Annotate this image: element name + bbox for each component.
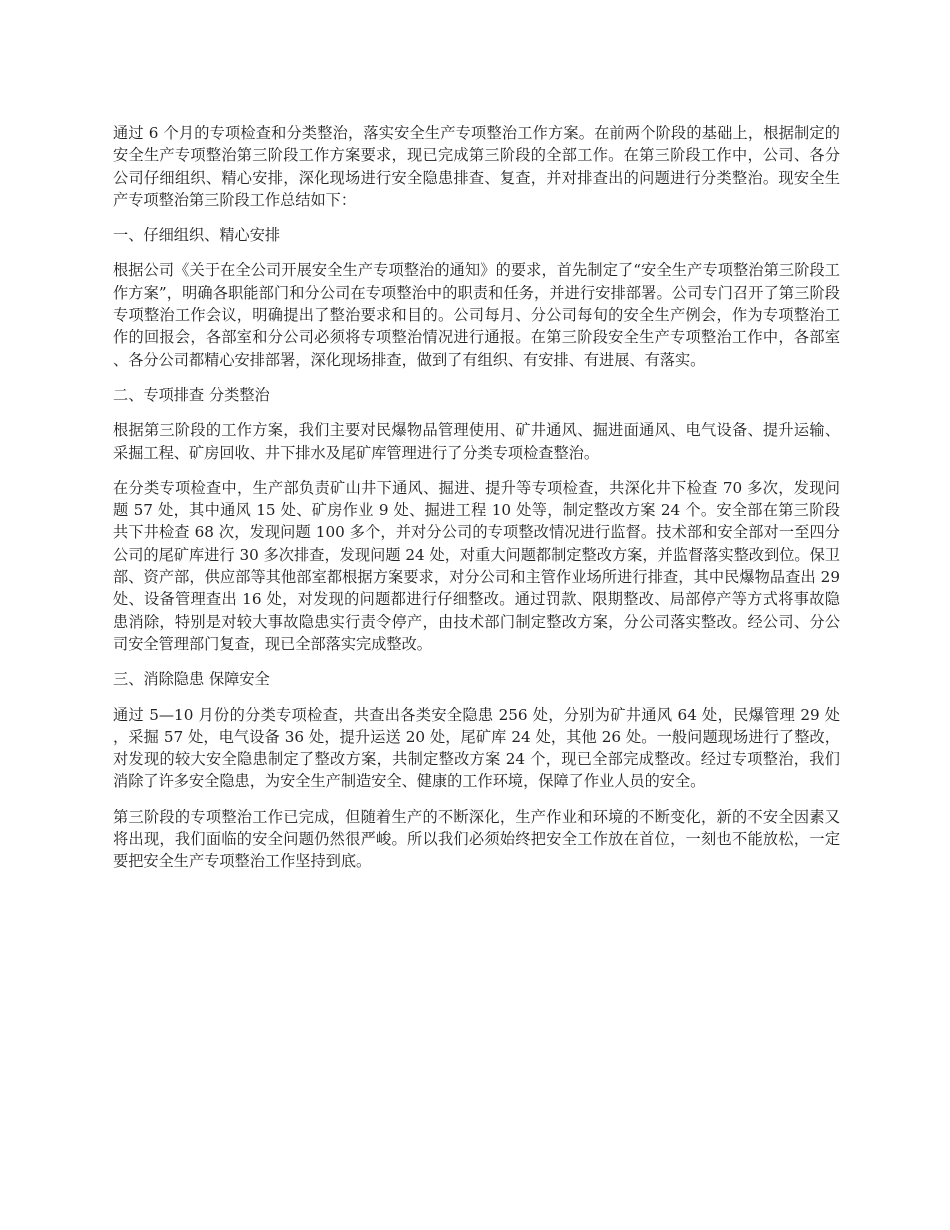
section-3-paragraph: 通过 5—10 月份的分类专项检查，共查出各类安全隐患 256 处，分别为矿井通风 64 处，民爆管理 29 处，采掘 57 处，电气设备 36 处，提升运送 20 处，尾矿库 24 处，其他 26 处。一般问题现场进行了整改，对发现的较大安全隐患制定了整改方案，共制定整改方案 24 个，现已全部完成整改。经过专项整治，我们消除了许多安全隐患，为安全生产制造安全、健康的工作环境，保障了作业人员的安全。 bbox=[113, 705, 840, 791]
closing-paragraph: 第三阶段的专项整治工作已完成，但随着生产的不断深化，生产作业和环境的不断变化，新的不安全因素又将出现，我们面临的安全问题仍然很严峻。所以我们必须始终把安全工作放在首位，一刻也不能放松，一定要把安全生产专项整治工作坚持到底。 bbox=[113, 807, 840, 871]
section-heading-1: 一、仔细组织、精心安排 bbox=[113, 226, 281, 245]
section-2-paragraph-2: 在分类专项检查中，生产部负责矿山井下通风、掘进、提升等专项检查，共深化井下检查 70 多次，发现问题 57 处，其中通风 15 处、矿房作业 9 处、掘进工程 10 处等，制定整改方案 24 个。安全部在第三阶段共下井检查 68 次，发现问题 100 多个，并对分公司的专项整改情况进行监督。技术部和安全部对一至四分公司的尾矿库进行 30 多次排查，发现问题 24 处，对重大问题都制定整改方案，并监督落实整改到位。保卫部、资产部，供应部等其他部室都根据方案要求，对分公司和主管作业场所进行排查，其中民爆物品查出 29 处、设备管理查出 16 处，对发现的问题都进行仔细整改。通过罚款、限期整改、局部停产等方式将事故隐患消除，特别是对较大事故隐患实行责令停产，由技术部门制定整改方案，分公司落实整改。经公司、分公司安全管理部门复查，现已全部落实完成整改。 bbox=[113, 478, 840, 653]
section-heading-3: 三、消除隐患 保障安全 bbox=[113, 670, 270, 689]
section-2-paragraph-1: 根据第三阶段的工作方案，我们主要对民爆物品管理使用、矿井通风、掘进面通风、电气设备、提升运输、采掘工程、矿房回收、井下排水及尾矿库管理进行了分类专项检查整治。 bbox=[113, 421, 840, 462]
intro-paragraph: 通过 6 个月的专项检查和分类整治，落实安全生产专项整治工作方案。在前两个阶段的基础上，根据制定的安全生产专项整治第三阶段工作方案要求，现已完成第三阶段的全部工作。在第三阶段工作中，公司、各分公司仔细组织、精心安排，深化现场进行安全隐患排查、复查，并对排查出的问题进行分类整治。现安全生产专项整治第三阶段工作总结如下： bbox=[113, 124, 840, 209]
section-1-paragraph: 根据公司《关于在全公司开展安全生产专项整治的通知》的要求，首先制定了“安全生产专项整治第三阶段工作方案”，明确各职能部门和分公司在专项整治中的职责和任务，并进行安排部署。公司专门召开了第三阶段专项整治工作会议，明确提出了整治要求和目的。公司每月、分公司每旬的安全生产例会，作为专项整治工作的回报会，各部室和分公司必须将专项整治情况进行通报。在第三阶段安全生产专项整治工作中，各部室、各分公司都精心安排部署，深化现场排查，做到了有组织、有安排、有进展、有落实。 bbox=[113, 261, 840, 369]
section-heading-2: 二、专项排查 分类整治 bbox=[113, 385, 270, 404]
document-body bbox=[113, 122, 840, 886]
